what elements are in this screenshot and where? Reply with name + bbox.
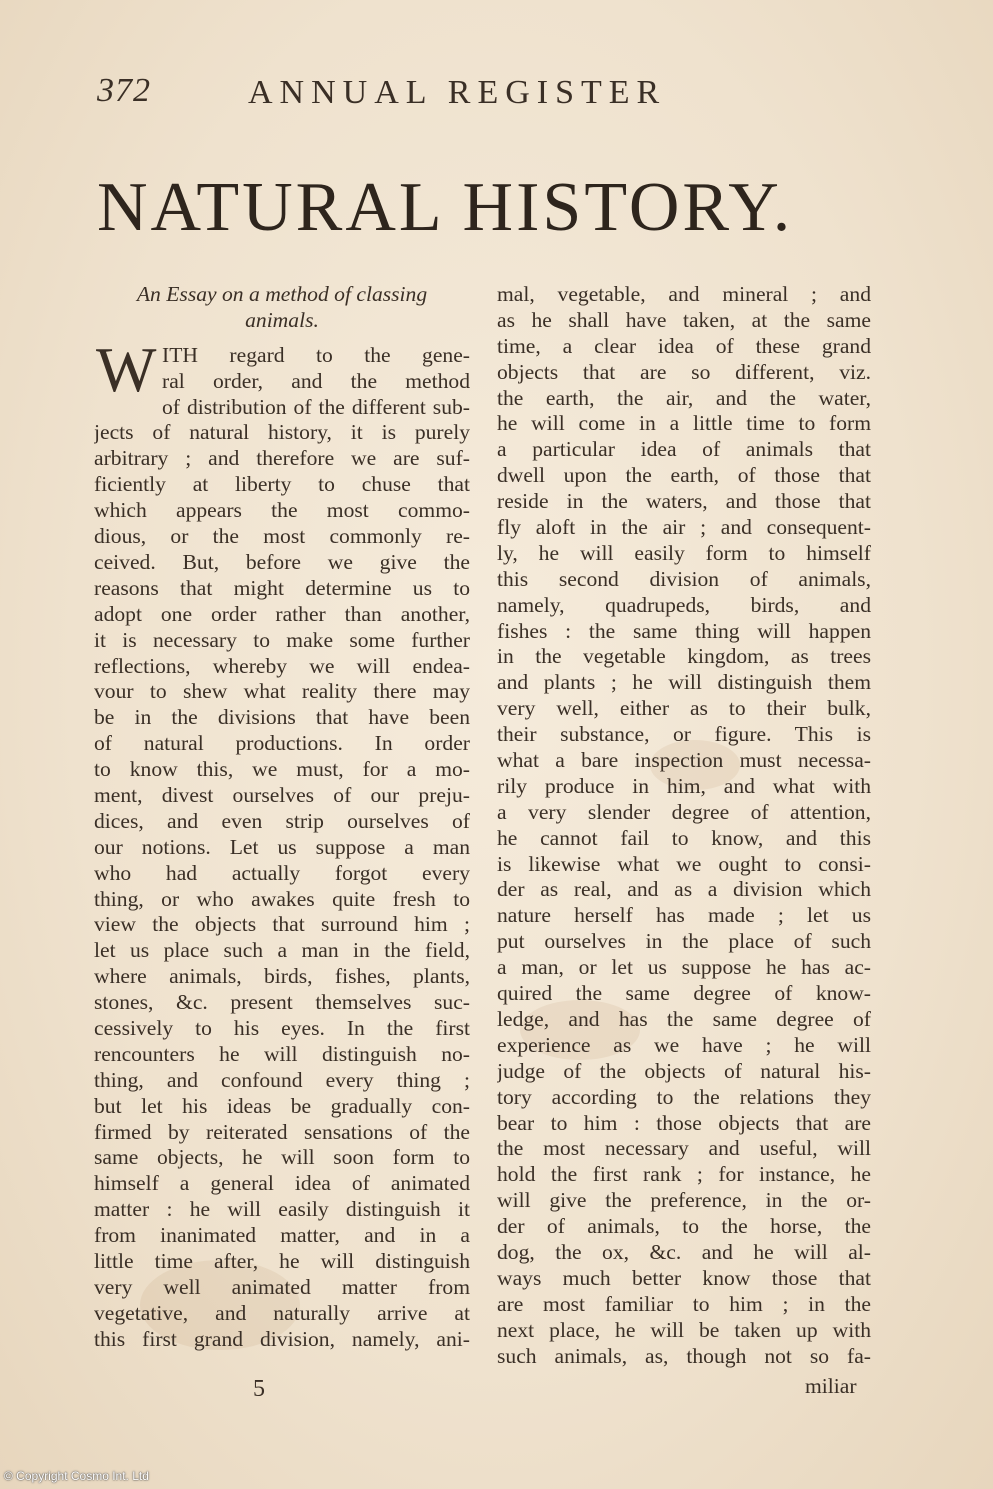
text-line: this first grand division, namely, ani-	[94, 1326, 470, 1351]
text-line: arbitrary ; and therefore we are suf-	[94, 446, 470, 471]
text-line: a man, or let us suppose he has ac-	[497, 955, 871, 980]
text-line: in the vegetable kingdom, as trees	[497, 644, 871, 669]
text-line: is likewise what we ought to consi-	[497, 851, 871, 876]
right-column	[497, 282, 871, 1369]
running-head: ANNUAL REGISTER	[248, 74, 667, 111]
text-line: dog, the ox, &c. and he will al-	[497, 1239, 871, 1264]
text-line: a very slender degree of attention,	[497, 799, 871, 824]
text-line: our notions. Let us suppose a man	[94, 834, 470, 859]
text-line: let us place such a man in the field,	[94, 938, 470, 963]
section-title: NATURAL HISTORY.	[97, 169, 794, 246]
text-line: rily produce in him, and what with	[497, 773, 871, 798]
text-line: thing, or who awakes quite fresh to	[94, 886, 470, 911]
text-line: dwell upon the earth, of those that	[497, 463, 871, 488]
text-line: namely, quadrupeds, birds, and	[497, 592, 871, 617]
text-line: be in the divisions that have been	[94, 705, 470, 730]
text-line: reasons that might determine us to	[94, 575, 470, 600]
text-line: nature herself has made ; let us	[497, 903, 871, 928]
copyright-watermark: © Copyright Cosmo Int. Ltd	[4, 1469, 149, 1483]
text-line: who had actually forgot every	[94, 860, 470, 885]
text-line: which appears the most commo-	[94, 498, 470, 523]
text-line: but let his ideas be gradually con-	[94, 1093, 470, 1118]
text-line: rencounters he will distinguish no-	[94, 1041, 470, 1066]
text-line: reflections, whereby we will endea-	[94, 653, 470, 678]
text-line: as he shall have taken, at the same	[497, 307, 871, 332]
text-line: put ourselves in the place of such	[497, 929, 871, 954]
text-line: view the objects that surround him ;	[94, 912, 470, 937]
essay-title-line: An Essay on a method of classing	[136, 282, 428, 306]
text-line: are most familiar to him ; in the	[497, 1291, 871, 1316]
text-line: dices, and even strip ourselves of	[94, 808, 470, 833]
text-line: matter : he will easily distinguish it	[94, 1197, 470, 1222]
text-line: what a bare inspection must necessa-	[497, 748, 871, 773]
text-line: adopt one order rather than another,	[94, 601, 470, 626]
text-line: where animals, birds, fishes, plants,	[94, 964, 470, 989]
text-line: very well animated matter from	[94, 1274, 470, 1299]
text-line: this second division of animals,	[497, 566, 871, 591]
text-line: of distribution of the different sub-	[162, 394, 470, 419]
text-line: der as real, and as a division which	[497, 877, 871, 902]
text-line: tory according to the relations they	[497, 1084, 871, 1109]
text-line: judge of the objects of natural his-	[497, 1058, 871, 1083]
text-line: ral order, and the method	[162, 368, 470, 393]
text-line: he cannot fail to know, and this	[497, 825, 871, 850]
text-line: will give the preference, in the or-	[497, 1188, 871, 1213]
text-line: very well, either as to their bulk,	[497, 696, 871, 721]
text-line: stones, &c. present themselves suc-	[94, 990, 470, 1015]
text-line: he will come in a little time to form	[497, 411, 871, 436]
text-line: mal, vegetable, and mineral ; and	[497, 282, 871, 306]
essay-title	[94, 282, 470, 334]
text-line: cessively to his eyes. In the first	[94, 1015, 470, 1040]
text-line: hold the first rank ; for instance, he	[497, 1162, 871, 1187]
text-line: time, a clear idea of these grand	[497, 333, 871, 358]
text-line: quired the same degree of know-	[497, 981, 871, 1006]
text-line: ment, divest ourselves of our preju-	[94, 782, 470, 807]
text-line: jects of natural history, it is purely	[94, 420, 470, 445]
text-line: ceived. But, before we give the	[94, 549, 470, 574]
text-line: such animals, as, though not so fa-	[497, 1343, 871, 1368]
text-line: same objects, he will soon form to	[94, 1145, 470, 1170]
text-line: experience as we have ; he will	[497, 1032, 871, 1057]
left-column-text	[94, 333, 470, 1353]
text-line: from inanimated matter, and in a	[94, 1223, 470, 1248]
text-line: objects that are so different, viz.	[497, 359, 871, 384]
text-line: their substance, or figure. This is	[497, 722, 871, 747]
signature-mark: 5	[253, 1376, 265, 1402]
text-line: fly aloft in the air ; and consequent-	[497, 515, 871, 540]
text-line: and plants ; he will distinguish them	[497, 670, 871, 695]
text-line: next place, he will be taken up with	[497, 1317, 871, 1342]
text-line: firmed by reiterated sensations of the	[94, 1119, 470, 1144]
text-line: to know this, we must, for a mo-	[94, 757, 470, 782]
text-line: ITH regard to the gene-	[162, 342, 470, 367]
drop-cap: W	[96, 333, 157, 405]
text-line: of natural productions. In order	[94, 731, 470, 756]
left-column	[94, 282, 470, 1353]
text-line: bear to him : those objects that are	[497, 1110, 871, 1135]
text-line: the earth, the air, and the water,	[497, 385, 871, 410]
page-number: 372	[97, 72, 151, 109]
text-line: dious, or the most commonly re-	[94, 524, 470, 549]
text-line: it is necessary to make some further	[94, 627, 470, 652]
text-line: fishes : the same thing will happen	[497, 618, 871, 643]
text-line: himself a general idea of animated	[94, 1171, 470, 1196]
text-line: vour to shew what reality there may	[94, 679, 470, 704]
text-line: ways much better know those that	[497, 1265, 871, 1290]
catchword: miliar	[805, 1374, 857, 1398]
text-line: the most necessary and useful, will	[497, 1136, 871, 1161]
text-line: ficiently at liberty to chuse that	[94, 472, 470, 497]
text-line: little time after, he will distinguish	[94, 1248, 470, 1273]
text-line: ledge, and has the same degree of	[497, 1006, 871, 1031]
text-line: thing, and confound every thing ;	[94, 1067, 470, 1092]
text-line: reside in the waters, and those that	[497, 489, 871, 514]
text-line: a particular idea of animals that	[497, 437, 871, 462]
text-line: der of animals, to the horse, the	[497, 1214, 871, 1239]
text-line: ly, he will easily form to himself	[497, 540, 871, 565]
text-line: vegetative, and naturally arrive at	[94, 1300, 470, 1325]
essay-title-line: animals.	[245, 307, 319, 332]
